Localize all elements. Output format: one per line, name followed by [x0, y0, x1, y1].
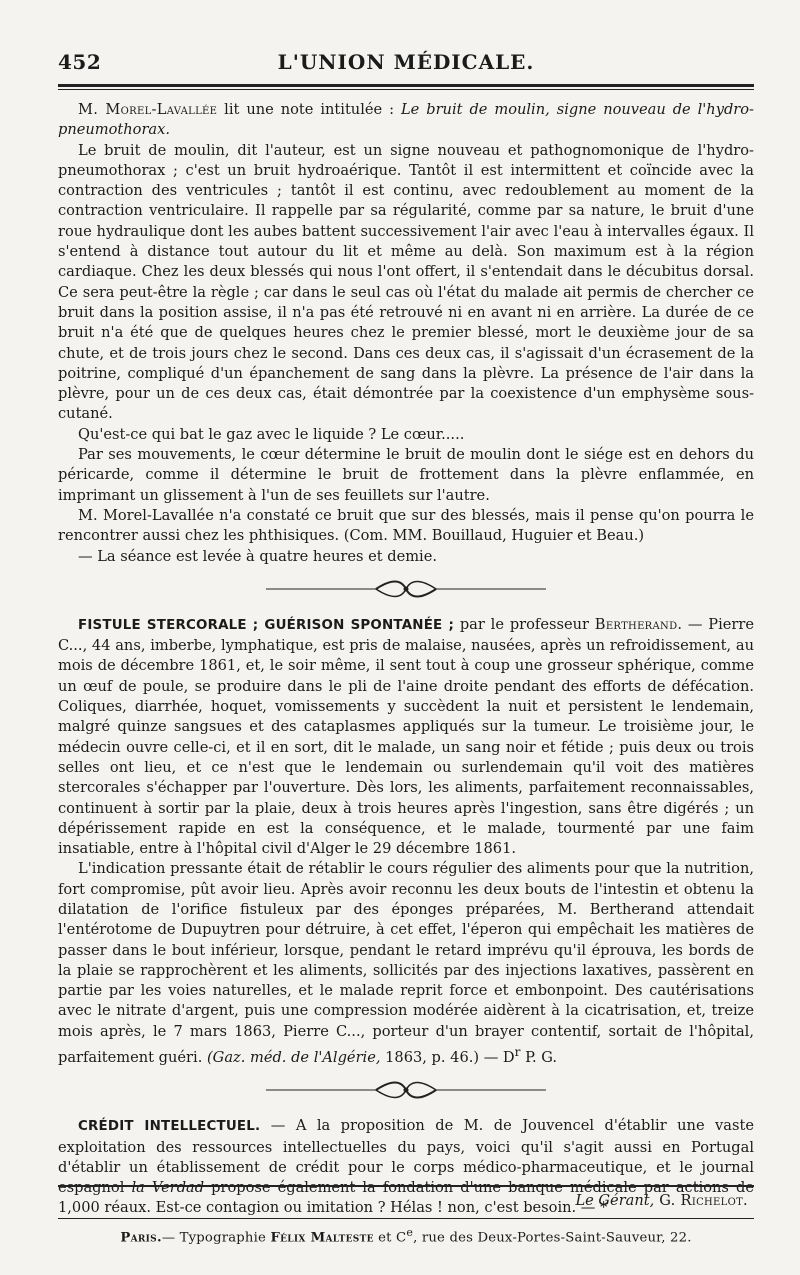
article2-paragraph	[58, 615, 754, 860]
signature-name: G. Richelot.	[654, 1192, 748, 1209]
article1-paragraph: Qu'est-ce qui bat le gaz avec le liquide ? Le cœur.....	[78, 425, 465, 443]
imprint-city: Paris.	[120, 1230, 162, 1246]
section-ornament	[58, 577, 754, 601]
article2-citation: (Gaz. méd. de l'Algérie,	[206, 1048, 381, 1066]
ornament-swirl-icon	[256, 577, 556, 601]
imprint-printer: Félix Malteste	[270, 1230, 374, 1246]
article1-paragraph: — La séance est levée à quatre heures et demie.	[78, 547, 438, 565]
section-ornament	[58, 1078, 754, 1102]
article2-text: L'indication pressante était de rétablir le cours régulier des aliments pour que la nutrition, fort compromise, pût avoir lieu. Après avoir reconnu les deux bouts de l'intestin et obtenu la dilatation de l'orifice fistuleux par des éponges préparées, M. Bertherand attendait l'entérotome de Dupuytren pour détruire, à cet effet, l'éperon qui empêchait les matières de passer dans le bout inférieur, lorsque, pendant le retard imprévu qu'il éprouva, les bords de la plaie se rapprochèrent et les aliments, sollicités par des injections laxatives, passèrent en partie par les voies naturelles, et le malade reprit force et embonpoint. Des cautérisations avec le nitrate d'argent, puis une compression modérée aidèrent à la cicatrisation, et, treize mois après, le 7 mars 1863, Pierre C..., porteur d'un brayer contentif, sortait de l'hôpital, parfaitement guéri.	[58, 860, 754, 1066]
article1-paragraph: M. Morel-Lavallée n'a constaté ce bruit que sur des blessés, mais il pense qu'on pourra le rencontrer aussi chez les phthisiques. (Com. MM. Bouillaud, Huguier et Beau.)	[58, 506, 754, 545]
article2-paragraph	[58, 859, 754, 1068]
journal-title: L'UNION MÉDICALE.	[277, 50, 535, 74]
article1-intro	[58, 100, 754, 141]
header-rule	[58, 84, 754, 90]
article2-text: . — Pierre C..., 44 ans, imberbe, lymphatique, est pris de malaise, nausées, après un refroidissement, au mois de décembre 1861, et, le soir même, il sent tout à coup une grosseur sphérique, comme un œuf de poule, se produire dans le pli de l'aine droite pendant des efforts de défécation. Coliques, diarrhée, hoquet, vomissements y succèdent la nuit et persistent le lendemain, malgré quinze sangsues et des cataplasmes appliqués sur la tumeur. Le troisième jour, le médecin ouvre celle-ci, et il en sort, dit le malade, un sang noir et fétide ; puis deux ou trois selles ont lieu, et ce n'est que le lendemain ou surlendemain qu'il voit des matières stercorales s'échapper par l'ouverture. Dès lors, les aliments, parfaitement reconnaissables, continuent à sortir par la plaie, deux à trois heures après l'ingestion, sans être digérés ; un dépérissement rapide en est la conséquence, et le malade, tourmenté par une faim insatiable, entre à l'hôpital civil d'Alger le 29 décembre 1861.	[58, 615, 754, 858]
article3-text: — A la proposition de M. de Jouvencel d'établir une vaste exploitation des ressources intellectuelles du pays, voici qu'il s'agit aussi en Portugal d'établir un établissement de crédit pour le corps médico-pharmaceutique, et le journal espagnol	[58, 1117, 754, 1197]
signature-label: Le Gérant,	[575, 1192, 655, 1209]
article3-text: propose également la fondation d'une banque médicale par actions de 1,000 réaux. Est-ce contagion ou imitation ? Hélas ! non, c'est besoin. — *	[58, 1179, 754, 1217]
article2-citation-sup: r	[514, 1045, 521, 1060]
imprint	[58, 1226, 754, 1245]
imprint-dash: — Typographie	[161, 1230, 271, 1246]
page-number: 452	[58, 50, 102, 74]
signature	[575, 1192, 748, 1209]
article2-author: Bertherand	[594, 615, 678, 633]
article1-author: M. Morel-Lavallée	[78, 101, 218, 118]
footer-rule	[58, 1185, 754, 1187]
imprint-rule	[58, 1218, 754, 1219]
article2-byline: par le professeur	[454, 615, 595, 633]
ornament-swirl-icon	[256, 1078, 556, 1102]
article3-title: CRÉDIT INTELLECTUEL.	[78, 1119, 261, 1135]
article1-paragraph: Le bruit de moulin, dit l'auteur, est un signe nouveau et pathognomonique de l'hydro-pneumothorax ; c'est un bruit hydroaérique. Tantôt il est intermittent et coïncide avec la contraction des ventricules ; tantôt il est continu, avec redoublement au moment de la contraction ventriculaire. Il rappelle par sa régularité, comme par sa nature, le bruit d'une roue hydraulique dont les aubes battent successivement l'air avec l'eau à intervalles égaux. Il s'entend à distance tout autour du lit et même au delà. Son maximum est à la région cardiaque. Chez les deux blessés qui nous l'ont offert, il s'entendait dans le décubitus dorsal. Ce sera peut-être la règle ; car dans le seul cas où l'état du malade ait permis de chercher ce bruit dans la position assise, il n'a pas été retrouvé ni en avant ni en arrière. La durée de ce bruit n'a été que de quelques heures chez le premier blessé, mort le deuxième jour de sa chute, et de trois jours chez le second. Dans ces deux cas, il s'agissait d'un écrasement de la poitrine, compliqué d'un épanchement de sang dans la plèvre. La présence de l'air dans la plèvre, pour un de ces deux cas, était démontrée par la coexistence d'un emphysème sous-cutané.	[58, 141, 754, 423]
article3-journal: la Verdad	[131, 1179, 205, 1197]
imprint-address: , rue des Deux-Portes-Saint-Sauveur, 22.	[413, 1230, 692, 1246]
imprint-co: et C	[373, 1230, 407, 1246]
article1-paragraph: Par ses mouvements, le cœur détermine le bruit de moulin dont le siége est en dehors du péricarde, comme il détermine le bruit de frottement dans la plèvre enflammée, en imprimant un glissement à l'un de ses feuillets sur l'autre.	[58, 446, 754, 504]
article1-title: Le bruit de moulin, signe nouveau de l'hydro-pneumothorax.	[58, 101, 754, 139]
imprint-co-sup: e	[406, 1226, 414, 1239]
article1-intro-text: lit une note intitulée :	[217, 101, 401, 118]
article2-initials: P. G.	[520, 1048, 558, 1066]
article2-citation-rest: 1863, p. 46.) — D	[380, 1048, 515, 1066]
article2-title: FISTULE STERCORALE ; GUÉRISON SPONTANÉE ;	[78, 617, 454, 633]
body-text	[58, 100, 754, 1219]
running-head	[58, 50, 754, 80]
